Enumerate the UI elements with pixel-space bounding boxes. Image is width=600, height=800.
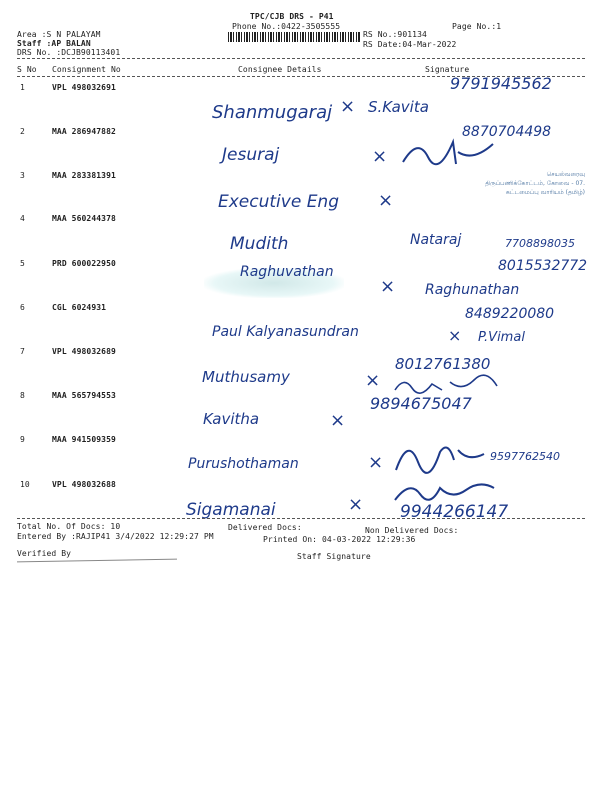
delivered-docs: Delivered Docs: xyxy=(228,523,302,532)
consignee-name: Muthusamy xyxy=(202,368,290,386)
phone-handwritten: 9791945562 xyxy=(450,74,552,93)
col-consignment: Consignment No xyxy=(52,65,121,74)
phone-handwritten: 7708898035 xyxy=(505,237,575,250)
phone-handwritten: 8015532772 xyxy=(498,258,588,274)
signature-scribble xyxy=(388,432,488,476)
row-sno: 7 xyxy=(20,347,25,356)
signature-scribble xyxy=(390,478,500,506)
row-sno: 1 xyxy=(20,83,25,92)
staff-label: Staff :AP BALAN xyxy=(17,39,91,48)
document-title: TPC/CJB DRS - P41 xyxy=(250,12,334,21)
row-consignment: MAA 941509359 xyxy=(52,435,116,444)
consignee-name: Shanmugaraj xyxy=(212,102,333,123)
row-consignment: VPL 498032691 xyxy=(52,83,116,92)
phone-handwritten: 8012761380 xyxy=(395,355,491,373)
rs-number: RS No.:901134 xyxy=(363,30,427,39)
total-docs: Total No. Of Docs: 10 xyxy=(17,522,121,531)
phone-handwritten: 9894675047 xyxy=(370,394,472,413)
col-sno: S No xyxy=(17,65,37,74)
tick-mark: × xyxy=(372,146,388,167)
barcode xyxy=(228,32,360,42)
row-sno: 10 xyxy=(20,480,30,489)
row-consignment: MAA 565794553 xyxy=(52,391,116,400)
non-delivered-docs: Non Delivered Docs: xyxy=(365,526,459,535)
tick-mark: × xyxy=(365,370,381,391)
row-consignment: VPL 498032688 xyxy=(52,480,116,489)
consignee-name: Jesuraj xyxy=(222,145,280,165)
rs-date: RS Date:04-Mar-2022 xyxy=(363,40,457,49)
phone-handwritten: 9944266147 xyxy=(400,502,509,522)
row-consignment: MAA 286947882 xyxy=(52,127,116,136)
consignee-name: Executive Eng xyxy=(218,192,340,212)
signature-text: P.Vimal xyxy=(478,330,525,345)
row-sno: 8 xyxy=(20,391,25,400)
row-consignment: MAA 560244378 xyxy=(52,214,116,223)
area-label: Area :S N PALAYAM xyxy=(17,30,101,39)
signature-scribble xyxy=(398,132,498,172)
phone-handwritten: 8870704498 xyxy=(462,124,552,140)
row-sno: 2 xyxy=(20,127,25,136)
footer-rule xyxy=(17,518,585,519)
row-sno: 3 xyxy=(20,171,25,180)
col-signature: Signature xyxy=(425,65,470,74)
signature-text: S.Kavita xyxy=(368,98,429,116)
consignee-name: Raghuvathan xyxy=(240,264,334,280)
header-rule-top xyxy=(17,58,585,59)
row-consignment: PRD 600022950 xyxy=(52,259,116,268)
row-sno: 9 xyxy=(20,435,25,444)
consignee-name: Sigamanai xyxy=(186,500,276,520)
consignee-name: Mudith xyxy=(230,234,289,254)
tick-mark: × xyxy=(368,452,384,473)
signature-text: Nataraj xyxy=(410,232,462,248)
row-consignment: MAA 283381391 xyxy=(52,171,116,180)
staff-signature: Staff Signature xyxy=(297,552,371,561)
row-consignment: CGL 6024931 xyxy=(52,303,107,312)
phone-number: Phone No.:0422-3505555 xyxy=(232,22,341,31)
tick-mark: × xyxy=(378,190,394,211)
consignee-name: Paul Kalyanasundran xyxy=(212,324,359,340)
official-stamp: செயல்வரைவு திருப்பணிக்கோட்டம், கோவை - 07. கட்டமைப்பு வாரியம் (தமிழ்) xyxy=(485,171,585,196)
verified-by: Verified By xyxy=(17,549,72,558)
tick-mark: × xyxy=(340,96,356,117)
signature-scribble xyxy=(392,372,502,396)
row-sno: 4 xyxy=(20,214,25,223)
drs-number: DRS No. :DCJB90113401 xyxy=(17,48,121,57)
consignee-name: Kavitha xyxy=(203,410,260,428)
printed-on: Printed On: 04-03-2022 12:29:36 xyxy=(263,535,416,544)
entered-by: Entered By :RAJIP41 3/4/2022 12:29:27 PM xyxy=(17,532,214,541)
tick-mark: × xyxy=(448,326,462,345)
phone-handwritten: 9597762540 xyxy=(490,450,560,463)
col-details: Consignee Details xyxy=(238,65,322,74)
row-sno: 5 xyxy=(20,259,25,268)
tick-mark: × xyxy=(330,410,346,431)
page-number: Page No.:1 xyxy=(452,22,502,31)
row-consignment: VPL 498032689 xyxy=(52,347,116,356)
tick-mark: × xyxy=(348,494,364,515)
row-sno: 6 xyxy=(20,303,25,312)
signature-text: Raghunathan xyxy=(425,282,520,298)
phone-handwritten: 8489220080 xyxy=(465,306,555,322)
tick-mark: × xyxy=(380,276,396,297)
verified-line xyxy=(17,559,177,563)
consignee-name: Purushothaman xyxy=(188,456,299,472)
